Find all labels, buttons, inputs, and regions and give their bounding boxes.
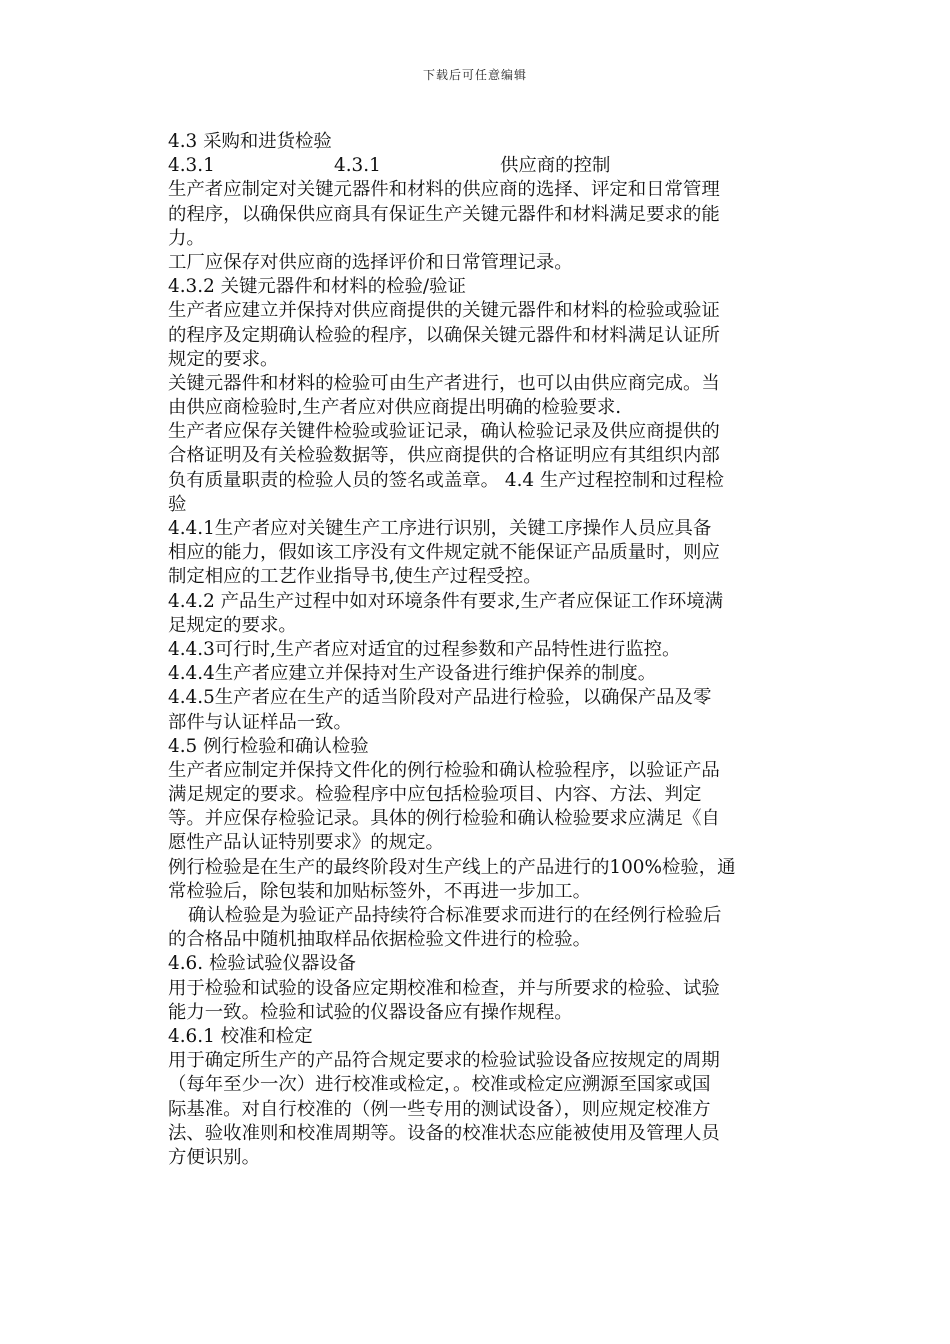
text-line: 的程序，以确保供应商具有保证生产关键元器件和材料满足要求的能	[168, 203, 720, 225]
subsection-number: 4.3.1	[168, 155, 215, 177]
text-line: 负有质量职责的检验人员的签名或盖章。 4.4 生产过程控制和过程检	[168, 469, 724, 491]
document-body	[168, 130, 808, 1170]
text-line: 法、验收准则和校准周期等。设备的校准状态应能被使用及管理人员	[168, 1122, 720, 1144]
text-line: 例行检验是在生产的最终阶段对生产线上的产品进行的100%检验，通	[168, 856, 736, 878]
text-line: 生产者应制定并保持文件化的例行检验和确认检验程序，以验证产品	[168, 759, 720, 781]
text-line: 能力一致。检验和试验的仪器设备应有操作规程。	[168, 1001, 573, 1023]
text-line: 确认检验是为验证产品持续符合标准要求而进行的在经例行检验后	[188, 905, 722, 926]
text-line: 由供应商检验时,生产者应对供应商提出明确的检验要求.	[168, 397, 622, 419]
text-line: 方便识别。	[168, 1146, 260, 1168]
text-line: 4.4.5生产者应在生产的适当阶段对产品进行检验，以确保产品及零	[168, 687, 712, 709]
text-line: 相应的能力，假如该工序没有文件规定就不能保证产品质量时，则应	[168, 542, 720, 564]
text-line: 4.4.2 产品生产过程中如对环境条件有要求,生产者应保证工作环境满	[168, 590, 724, 612]
text-line: 际基准。对自行校准的（例一些专用的测试设备），则应规定校准方	[168, 1098, 711, 1120]
section-heading: 4.6. 检验试验仪器设备	[168, 953, 357, 975]
text-line: 验	[168, 493, 187, 515]
subsection-heading-row	[168, 154, 808, 178]
text-line: 的合格品中随机抽取样品依据检验文件进行的检验。	[168, 929, 591, 951]
text-line: 用于检验和试验的设备应定期校准和检查，并与所要求的检验、试验	[168, 977, 720, 999]
text-line: 生产者应建立并保持对供应商提供的关键元器件和材料的检验或验证	[168, 300, 720, 322]
text-line: 制定相应的工艺作业指导书,使生产过程受控。	[168, 566, 542, 588]
section-heading: 4.3 采购和进货检验	[168, 131, 332, 152]
text-line: 4.4.3可行时,生产者应对适宜的过程参数和产品特性进行监控。	[168, 638, 681, 660]
section-heading: 4.5 例行检验和确认检验	[168, 735, 369, 757]
text-line: 4.4.4生产者应建立并保持对生产设备进行维护保养的制度。	[168, 663, 657, 685]
text-line: 常检验后，除包装和加贴标签外，不再进一步加工。	[168, 880, 591, 902]
text-line: 等。并应保存检验记录。具体的例行检验和确认检验要求应满足《自	[168, 808, 720, 830]
page-header: 下载后可任意编辑	[422, 68, 527, 82]
text-line: 关键元器件和材料的检验可由生产者进行，也可以由供应商完成。当	[168, 372, 720, 394]
subsection-heading: 4.6.1 校准和检定	[168, 1025, 313, 1047]
text-line: 愿性产品认证特别要求》的规定。	[168, 832, 444, 854]
text-line: 部件与认证样品一致。	[168, 711, 352, 733]
text-line: 合格证明及有关检验数据等，供应商提供的合格证明应有其组织内部	[168, 445, 720, 467]
text-line: 力。	[168, 227, 205, 249]
text-line: 足规定的要求。	[168, 614, 297, 636]
text-line: 用于确定所生产的产品符合规定要求的检验试验设备应按规定的周期	[168, 1050, 720, 1072]
text-line: 满足规定的要求。检验程序中应包括检验项目、内容、方法、判定	[168, 784, 702, 806]
text-line: （每年至少一次）进行校准或检定，。校准或检定应溯源至国家或国	[168, 1074, 711, 1096]
text-line: 工厂应保存对供应商的选择评价和日常管理记录。	[168, 251, 573, 273]
text-line: 的程序及定期确认检验的程序，以确保关键元器件和材料满足认证所	[168, 324, 720, 346]
text-line: 4.4.1生产者应对关键生产工序进行识别，关键工序操作人员应具备	[168, 518, 712, 539]
subsection-title: 供应商的控制	[500, 155, 611, 177]
text-line: 规定的要求。	[168, 348, 279, 370]
text-line: 生产者应制定对关键元器件和材料的供应商的选择、评定和日常管理	[168, 179, 720, 201]
subsection-number-repeat: 4.3.1	[334, 155, 381, 177]
subsection-heading: 4.3.2 关键元器件和材料的检验/验证	[168, 276, 466, 298]
text-line: 生产者应保存关键件检验或验证记录，确认检验记录及供应商提供的	[168, 421, 720, 443]
